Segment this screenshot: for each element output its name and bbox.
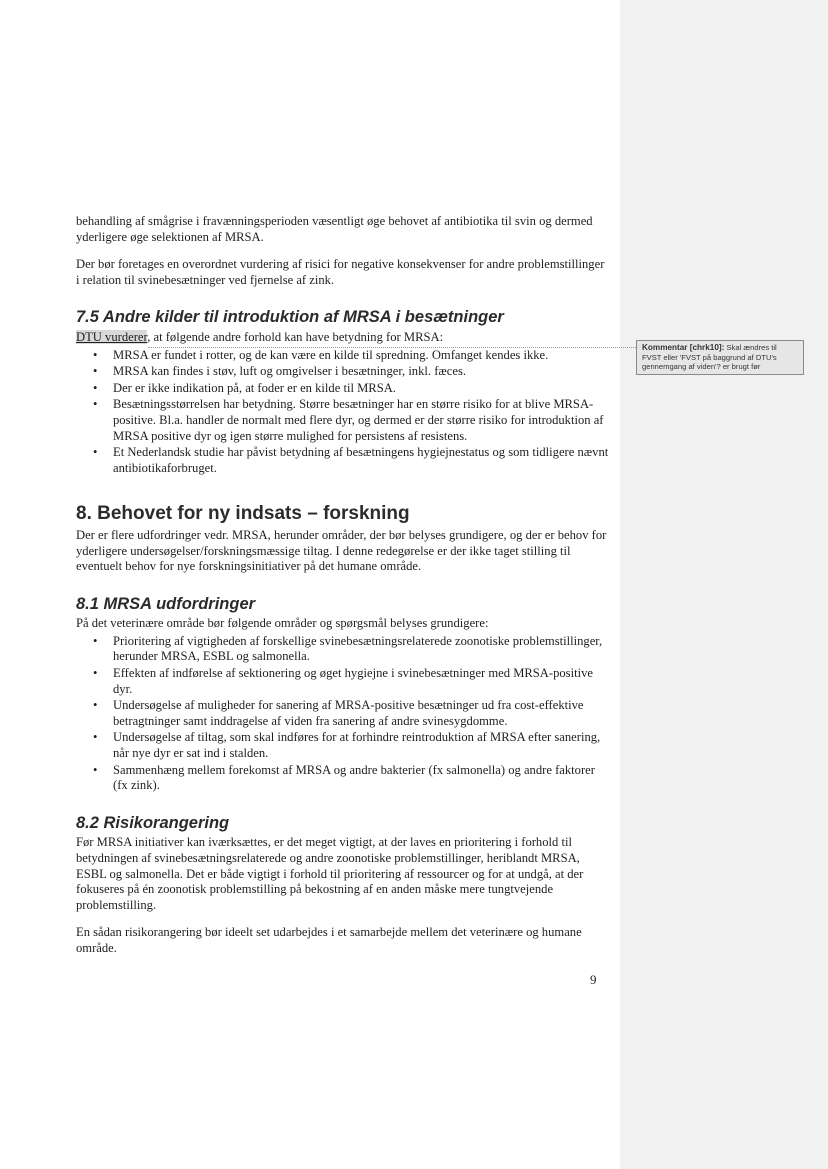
- bullet-icon: •: [93, 762, 98, 777]
- section-8-2-paragraph-1: Før MRSA initiativer kan iværksættes, er det meget vigtigt, at der laves en prioritering i forhold til betydningen af svinebesætningsrelaterede og andre zoonotiske problemstillinger, heriblandt MRSA, ESBL og salmonella. Det er både vigtigt i forhold til prioritering af ressourcer og for at undgå, at der fokuseres på én zoonotisk problemstilling på bekostning af en anden måske mere tungtvejende problemstilling.: [76, 835, 584, 912]
- list-item: • Besætningsstørrelsen har betydning. Større besætninger har en større risiko for at blive MRSA-positive. Bl.a. handler de normalt med flere dyr, og dermed er der større risiko for introduktion af MRSA positive dyr og igen større mulighed for persistens af resistens.: [93, 397, 604, 443]
- bullet-icon: •: [93, 347, 98, 362]
- section-8-1-list: [76, 634, 610, 794]
- list-item: • Der er ikke indikation på, at foder er en kilde til MRSA.: [93, 380, 396, 395]
- bullet-icon: •: [93, 698, 98, 713]
- page-number: 9: [590, 972, 597, 987]
- intro-paragraph-1: behandling af smågrise i fravænningsperioden væsentligt øge behovet af antibiotika til svin og dermed yderligere øge selektionen af MRSA.: [76, 214, 593, 244]
- section-8-heading: 8. Behovet for ny indsats – forskning: [76, 503, 410, 525]
- section-8-2-heading: 8.2 Risikorangering: [76, 813, 230, 832]
- comment-connector-line: [148, 347, 636, 348]
- section-8-2-paragraph-2: En sådan risikorangering bør ideelt set udarbejdes i et samarbejde mellem det veterinære og humane område.: [76, 925, 582, 955]
- bullet-icon: •: [93, 380, 98, 395]
- intro-paragraph-2: Der bør foretages en overordnet vurdering af risici for negative konsekvenser for andre problemstillinger i relation til svinebesætninger ved fjernelse af zink.: [76, 257, 605, 287]
- list-item: • Sammenhæng mellem forekomst af MRSA og andre bakterier (fx salmonella) og andre faktorer (fx zink).: [93, 762, 595, 793]
- section-7-5-list: [76, 348, 610, 477]
- bullet-icon: •: [93, 666, 98, 681]
- bullet-icon: •: [93, 633, 98, 648]
- bullet-icon: •: [93, 397, 98, 412]
- commented-text-highlight[interactable]: DTU vurderer: [76, 329, 148, 344]
- list-item: • Prioritering af vigtigheden af forskellige svinebesætningsrelaterede zoonotiske problemstillinger, herunder MRSA, ESBL og salmonella.: [93, 633, 603, 664]
- list-item: • MRSA er fundet i rotter, og de kan være en kilde til spredning. Omfanget kendes ikke.: [93, 347, 549, 362]
- bullet-icon: •: [93, 445, 98, 460]
- document-page: [76, 214, 610, 957]
- comment-balloon[interactable]: [636, 340, 804, 375]
- comment-margin-pane: [620, 0, 828, 1169]
- list-item: • Et Nederlandsk studie har påvist betydning af besætningens hygiejnestatus og som tidligere nævnt antibiotikaforbruget.: [93, 445, 609, 475]
- list-item: • Undersøgelse af tiltag, som skal indføres for at forhindre reintroduktion af MRSA efter sanering, når nye dyr er sat ind i stalden.: [93, 730, 601, 761]
- section-7-5-intro: DTU vurderer, at følgende andre forhold kan have betydning for MRSA:: [76, 329, 444, 344]
- bullet-icon: •: [93, 364, 98, 379]
- section-8-1-heading: 8.1 MRSA udfordringer: [76, 594, 256, 613]
- section-8-1-intro: På det veterinære område bør følgende områder og spørgsmål belyses grundigere:: [76, 616, 489, 631]
- list-item: • Undersøgelse af muligheder for sanering af MRSA-positive besætninger ud fra cost-effektive betragtninger samt inddragelse af viden fra sanering af andre svinesygdomme.: [93, 698, 584, 728]
- list-item: • Effekten af indførelse af sektionering og øget hygiejne i svinebesætninger med MRSA-positive dyr.: [93, 666, 593, 696]
- list-item: • MRSA kan findes i støv, luft og omgivelser i besætninger, inkl. fæces.: [93, 364, 467, 379]
- comment-label: Kommentar [chrk10]:: [642, 343, 725, 352]
- section-8-text: Der er flere udfordringer vedr. MRSA, herunder områder, der bør belyses grundigere, og der er behov for yderligere undersøgelser/forskningsmæssige tiltag. I denne redegørelse er der ikke taget stilling til eventuelt behov for nye forskningsinitiativer på det humane område.: [76, 527, 607, 574]
- bullet-icon: •: [93, 730, 98, 745]
- comment-text: Skal ændres til FVST eller 'FVST på baggrund af DTU's gennemgang af viden'? er brugt før: [642, 343, 777, 372]
- section-7-5-heading: 7.5 Andre kilder til introduktion af MRSA i besætninger: [76, 308, 504, 327]
